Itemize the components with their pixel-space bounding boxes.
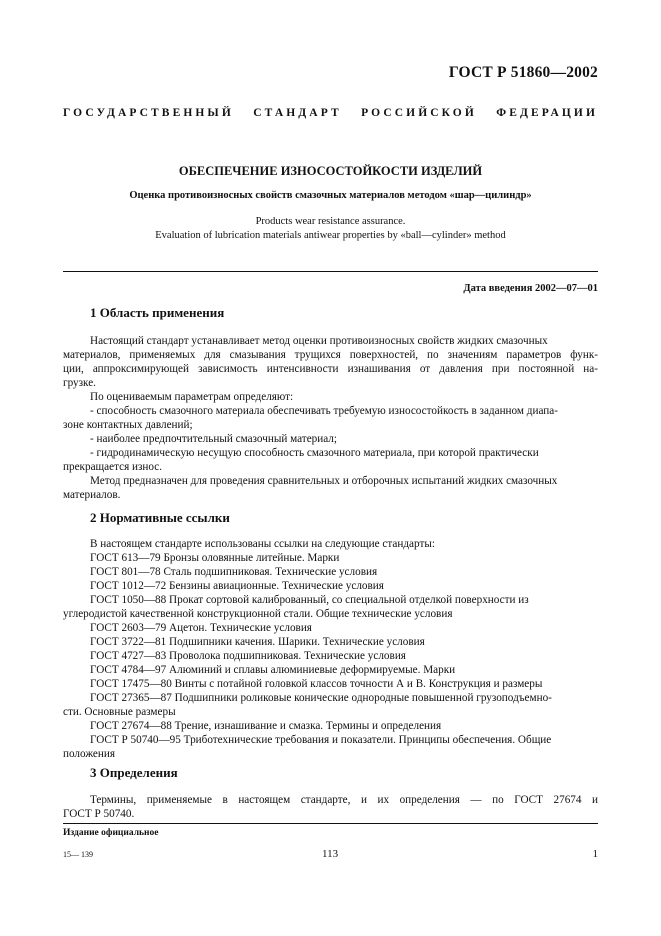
- section-heading: 3 Определения: [90, 765, 178, 780]
- section-heading: 2 Нормативные ссылки: [90, 510, 230, 525]
- document-code: ГОСТ Р 51860—2002: [448, 64, 598, 81]
- bullet-line: - гидродинамическую несущую способность смазочного материала, при которой практически: [90, 447, 539, 459]
- reference-item: сти. Основные размеры: [63, 706, 176, 718]
- reference-item: ГОСТ 27365—87 Подшипники роликовые конические однородные повышенной грузоподъемно-: [90, 692, 552, 704]
- bullet-line: - наиболее предпочтительный смазочный материал;: [90, 433, 337, 445]
- page-number: 113: [322, 848, 339, 860]
- print-code: 15— 139: [63, 850, 93, 859]
- document-title: ОБЕСПЕЧЕНИЕ ИЗНОСОСТОЙКОСТИ ИЗДЕЛИЙ: [178, 164, 483, 178]
- state-title-word: СТАНДАРТ: [253, 107, 342, 119]
- paragraph-line: ции, аппроксимирующей зависимость интенсивности изнашивания от давления при постоянной на-: [63, 363, 598, 375]
- paragraph-line: Метод предназначен для проведения сравнительных и отборочных испытаний жидких смазочных: [90, 475, 558, 487]
- introduction-date: Дата введения 2002—07—01: [463, 283, 598, 294]
- section-heading: 1 Область применения: [90, 305, 225, 320]
- paragraph-line: Термины, применяемые в настоящем стандарте, и их определения — по ГОСТ 27674 и: [90, 794, 598, 806]
- state-standard-heading: [63, 107, 598, 119]
- paragraph-line: материалов, применяемых для смазывания трущихся поверхностей, по значениям параметров функ-: [63, 349, 598, 361]
- reference-item: ГОСТ 613—79 Бронзы оловянные литейные. Марки: [90, 552, 340, 564]
- edition-label: Издание официальное: [63, 828, 159, 838]
- document-subtitle: Оценка противоизносных свойств смазочных материалов методом «шар—цилиндр»: [129, 190, 532, 201]
- reference-item: положения: [63, 748, 115, 760]
- reference-item: ГОСТ 27674—88 Трение, изнашивание и смазка. Термины и определения: [90, 720, 442, 732]
- state-title-word: ФЕДЕРАЦИИ: [496, 107, 598, 119]
- state-title-word: РОССИЙСКОЙ: [361, 107, 477, 119]
- bullet-line: прекращается износ.: [63, 461, 163, 473]
- reference-item: ГОСТ 4784—97 Алюминий и сплавы алюминиевые деформируемые. Марки: [90, 664, 456, 676]
- state-title-word: ГОСУДАРСТВЕННЫЙ: [63, 107, 234, 119]
- reference-item: ГОСТ 4727—83 Проволока подшипниковая. Технические условия: [90, 650, 406, 662]
- reference-item: ГОСТ 17475—80 Винты с потайной головкой классов точности А и В. Конструкция и размеры: [90, 678, 543, 690]
- paragraph-line: По оцениваемым параметрам определяют:: [90, 391, 294, 403]
- reference-item: ГОСТ 1012—72 Бензины авиационные. Технические условия: [90, 580, 384, 592]
- paragraph-line: В настоящем стандарте использованы ссылки на следующие стандарты:: [90, 538, 435, 550]
- footer-divider: [63, 823, 598, 824]
- reference-item: ГОСТ 801—78 Сталь подшипниковая. Технические условия: [90, 566, 378, 578]
- paragraph-line: Настоящий стандарт устанавливает метод оценки противоизносных свойств жидких смазочных: [90, 335, 548, 347]
- reference-item: ГОСТ 3722—81 Подшипники качения. Шарики. Технические условия: [90, 636, 425, 648]
- document-page-number: 1: [592, 848, 598, 860]
- reference-item: ГОСТ 2603—79 Ацетон. Технические условия: [90, 622, 312, 634]
- paragraph-line: материалов.: [63, 489, 121, 501]
- english-title-line: Evaluation of lubrication materials antiwear properties by «ball—cylinder» method: [155, 230, 506, 241]
- paragraph-line: ГОСТ Р 50740.: [63, 808, 135, 820]
- reference-item: углеродистой качественной конструкционной стали. Общие технические условия: [63, 608, 453, 620]
- reference-item: ГОСТ 1050—88 Прокат сортовой калиброванный, со специальной отделкой поверхности из: [90, 594, 529, 606]
- divider: [63, 271, 598, 272]
- bullet-line: зоне контактных давлений;: [63, 419, 193, 431]
- reference-item: ГОСТ Р 50740—95 Триботехнические требования и показатели. Принципы обеспечения. Общие: [90, 734, 552, 746]
- english-title-line: Products wear resistance assurance.: [255, 216, 406, 227]
- paragraph-line: грузке.: [63, 377, 96, 389]
- bullet-line: - способность смазочного материала обеспечивать требуемую износостойкость в заданном диапа-: [90, 405, 558, 417]
